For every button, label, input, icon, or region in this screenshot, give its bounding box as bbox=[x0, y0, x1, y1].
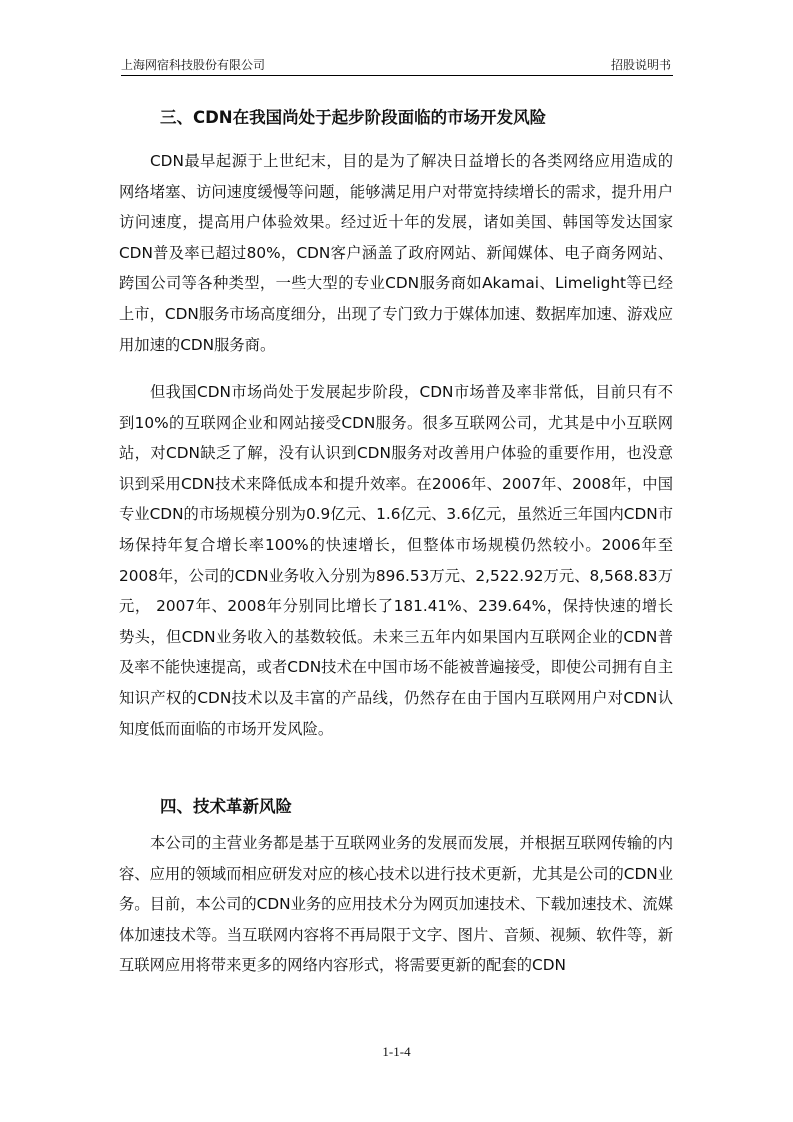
header-company-name: 上海网宿科技股份有限公司 bbox=[121, 58, 266, 72]
section-heading-market-risk: 三、CDN在我国尚处于起步阶段面临的市场开发风险 bbox=[160, 108, 547, 127]
paragraph-tech-innovation: 本公司的主营业务都是基于互联网业务的发展而发展，并根据互联网传输的内容、应用的领域而相应研发对应的核心技术以进行技术更新，尤其是公司的CDN业务。目前，本公司的CDN业务的应用技术分为网页加速技术、下载加速技术、流媒体加速技术等。当互联网内容将不再局限于文字、图片、音频、视频、软件等，新互联网应用将带来更多的网络内容形式，将需要更新的配套的CDN bbox=[119, 834, 673, 975]
paragraph-china-cdn-market: 但我国CDN市场尚处于发展起步阶段，CDN市场普及率非常低，目前只有不到10%的互联网企业和网站接受CDN服务。很多互联网公司，尤其是中小互联网站，对CDN缺乏了解，没有认识到CDN服务对改善用户体验的重要作用，也没意识到采用CDN技术来降低成本和提升效率。在2006年、2007年、2008年，中国专业CDN的市场规模分别为0.9亿元、1.6亿元、3.6亿元，虽然近三年国内CDN市场保持年复合增长率100%的快速增长，但整体市场规模仍然较小。2006年至2008年，公司的CDN业务收入分别为896.53万元、2,522.92万元、8,568.83万元， 2007年、2008年分别同比增长了181.41%、239.64%，保持快速的增长势头，但CDN业务收入的基数较低。未来三五年内如果国内互联网企业的CDN普及率不能快速提高，或者CDN技术在中国市场不能被普遍接受，即使公司拥有自主知识产权的CDN技术以及丰富的产品线，仍然存在由于国内互联网用户对CDN认知度低而面临的市场开发风险。 bbox=[119, 383, 673, 738]
page-header bbox=[121, 55, 673, 76]
section-heading-tech-risk: 四、技术革新风险 bbox=[160, 797, 292, 816]
header-document-type: 招股说明书 bbox=[610, 58, 671, 72]
paragraph-cdn-origin: CDN最早起源于上世纪末，目的是为了解决日益增长的各类网络应用造成的网络堵塞、访问速度缓慢等问题，能够满足用户对带宽持续增长的需求，提升用户访问速度，提高用户体验效果。经过近十年的发展，诸如美国、韩国等发达国家CDN普及率已超过80%，CDN客户涵盖了政府网站、新闻媒体、电子商务网站、跨国公司等各种类型，一些大型的专业CDN服务商如Akamai、Limelight等已经上市，CDN服务市场高度细分，出现了专门致力于媒体加速、数据库加速、游戏应用加速的CDN服务商。 bbox=[119, 152, 673, 354]
page-number: 1-1-4 bbox=[382, 1044, 411, 1059]
